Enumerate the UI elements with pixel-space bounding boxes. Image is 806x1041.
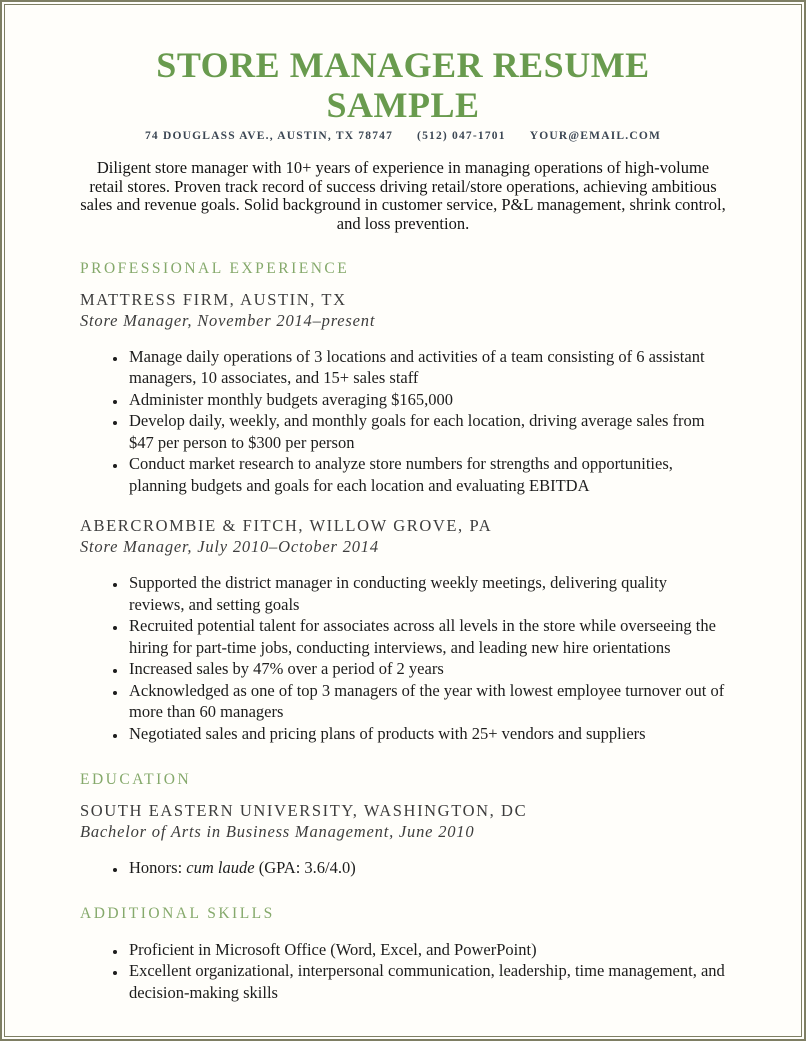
bullet-item: • Conduct market research to analyze store numbers for strengths and opportunities, planning budgets and goals for each location and evaluating EBITDA <box>127 453 726 496</box>
contact-phone: (512) 047-1701 <box>417 130 506 143</box>
bullet-item: • Acknowledged as one of top 3 managers of the year with lowest employee turnover out of more than 60 managers <box>127 680 726 723</box>
bullet-item <box>127 857 726 879</box>
section-heading: PROFESSIONAL EXPERIENCE <box>80 260 350 278</box>
resume-entry <box>80 939 726 1004</box>
summary-paragraph: Diligent store manager with 10+ years of experience in managing operations of high-volume retail stores. Proven track record of success driving retail/store operations, achieving ambitious sales and revenue goals. Solid background in customer service, P&L management, shrink control, and loss prevention. <box>80 158 726 233</box>
bullet-item: • Recruited potential talent for associates across all levels in the store while overseeing the hiring for part-time jobs, conducting interviews, and leading new hire orientations <box>127 615 726 658</box>
bullet-item: • Negotiated sales and pricing plans of products with 25+ vendors and suppliers <box>127 723 726 745</box>
contact-line <box>80 130 726 142</box>
sections-container <box>80 260 726 1003</box>
resume-entry <box>80 291 726 496</box>
entry-title: ABERCROMBIE & FITCH, WILLOW GROVE, PA <box>80 516 493 536</box>
bullet-text: Honors: <box>129 857 187 877</box>
bullet-item: • Administer monthly budgets averaging $165,000 <box>127 389 726 411</box>
bullet-item: • Increased sales by 47% over a period of 2 years <box>127 658 726 680</box>
bullet-list <box>80 572 726 744</box>
section-heading: EDUCATION <box>80 771 192 789</box>
entry-title: SOUTH EASTERN UNIVERSITY, WASHINGTON, DC <box>80 800 528 820</box>
resume-entry <box>80 517 726 744</box>
bullet-list <box>80 346 726 497</box>
contact-email: YOUR@EMAIL.COM <box>529 130 662 143</box>
bullet-item: • Proficient in Microsoft Office (Word, Excel, and PowerPoint) <box>127 939 726 961</box>
resume-header <box>80 46 726 142</box>
bullet-item: • Supported the district manager in conducting weekly meetings, delivering quality reviews, and setting goals <box>127 572 726 615</box>
bullet-item: • Develop daily, weekly, and monthly goals for each location, driving average sales from $47 per person to $300 per person <box>127 410 726 453</box>
bullet-text: (GPA: 3.6/4.0) <box>254 857 356 877</box>
page-content <box>2 2 804 1003</box>
page-title: STORE MANAGER RESUME SAMPLE <box>156 45 650 125</box>
resume-section <box>80 771 726 878</box>
entry-subtitle: Store Manager, July 2010–October 2014 <box>80 537 379 557</box>
bullet-item: • Manage daily operations of 3 locations and activities of a team consisting of 6 assistant managers, 10 associates, and 15+ sales staff <box>127 346 726 389</box>
section-heading: ADDITIONAL SKILLS <box>80 905 275 923</box>
entry-title: MATTRESS FIRM, AUSTIN, TX <box>80 289 347 309</box>
bullet-list <box>80 857 726 879</box>
bullet-text-italic: cum laude <box>186 857 255 877</box>
entry-subtitle: Store Manager, November 2014–present <box>80 310 376 330</box>
bullet-list <box>80 939 726 1004</box>
resume-section <box>80 260 726 744</box>
resume-entry <box>80 802 726 878</box>
bullet-item: • Excellent organizational, interpersonal communication, leadership, time management, and decision-making skills <box>127 960 726 1003</box>
contact-address: 74 DOUGLASS AVE., AUSTIN, TX 78747 <box>144 130 394 143</box>
entry-subtitle: Bachelor of Arts in Business Management, June 2010 <box>80 821 475 841</box>
resume-section <box>80 905 726 1003</box>
